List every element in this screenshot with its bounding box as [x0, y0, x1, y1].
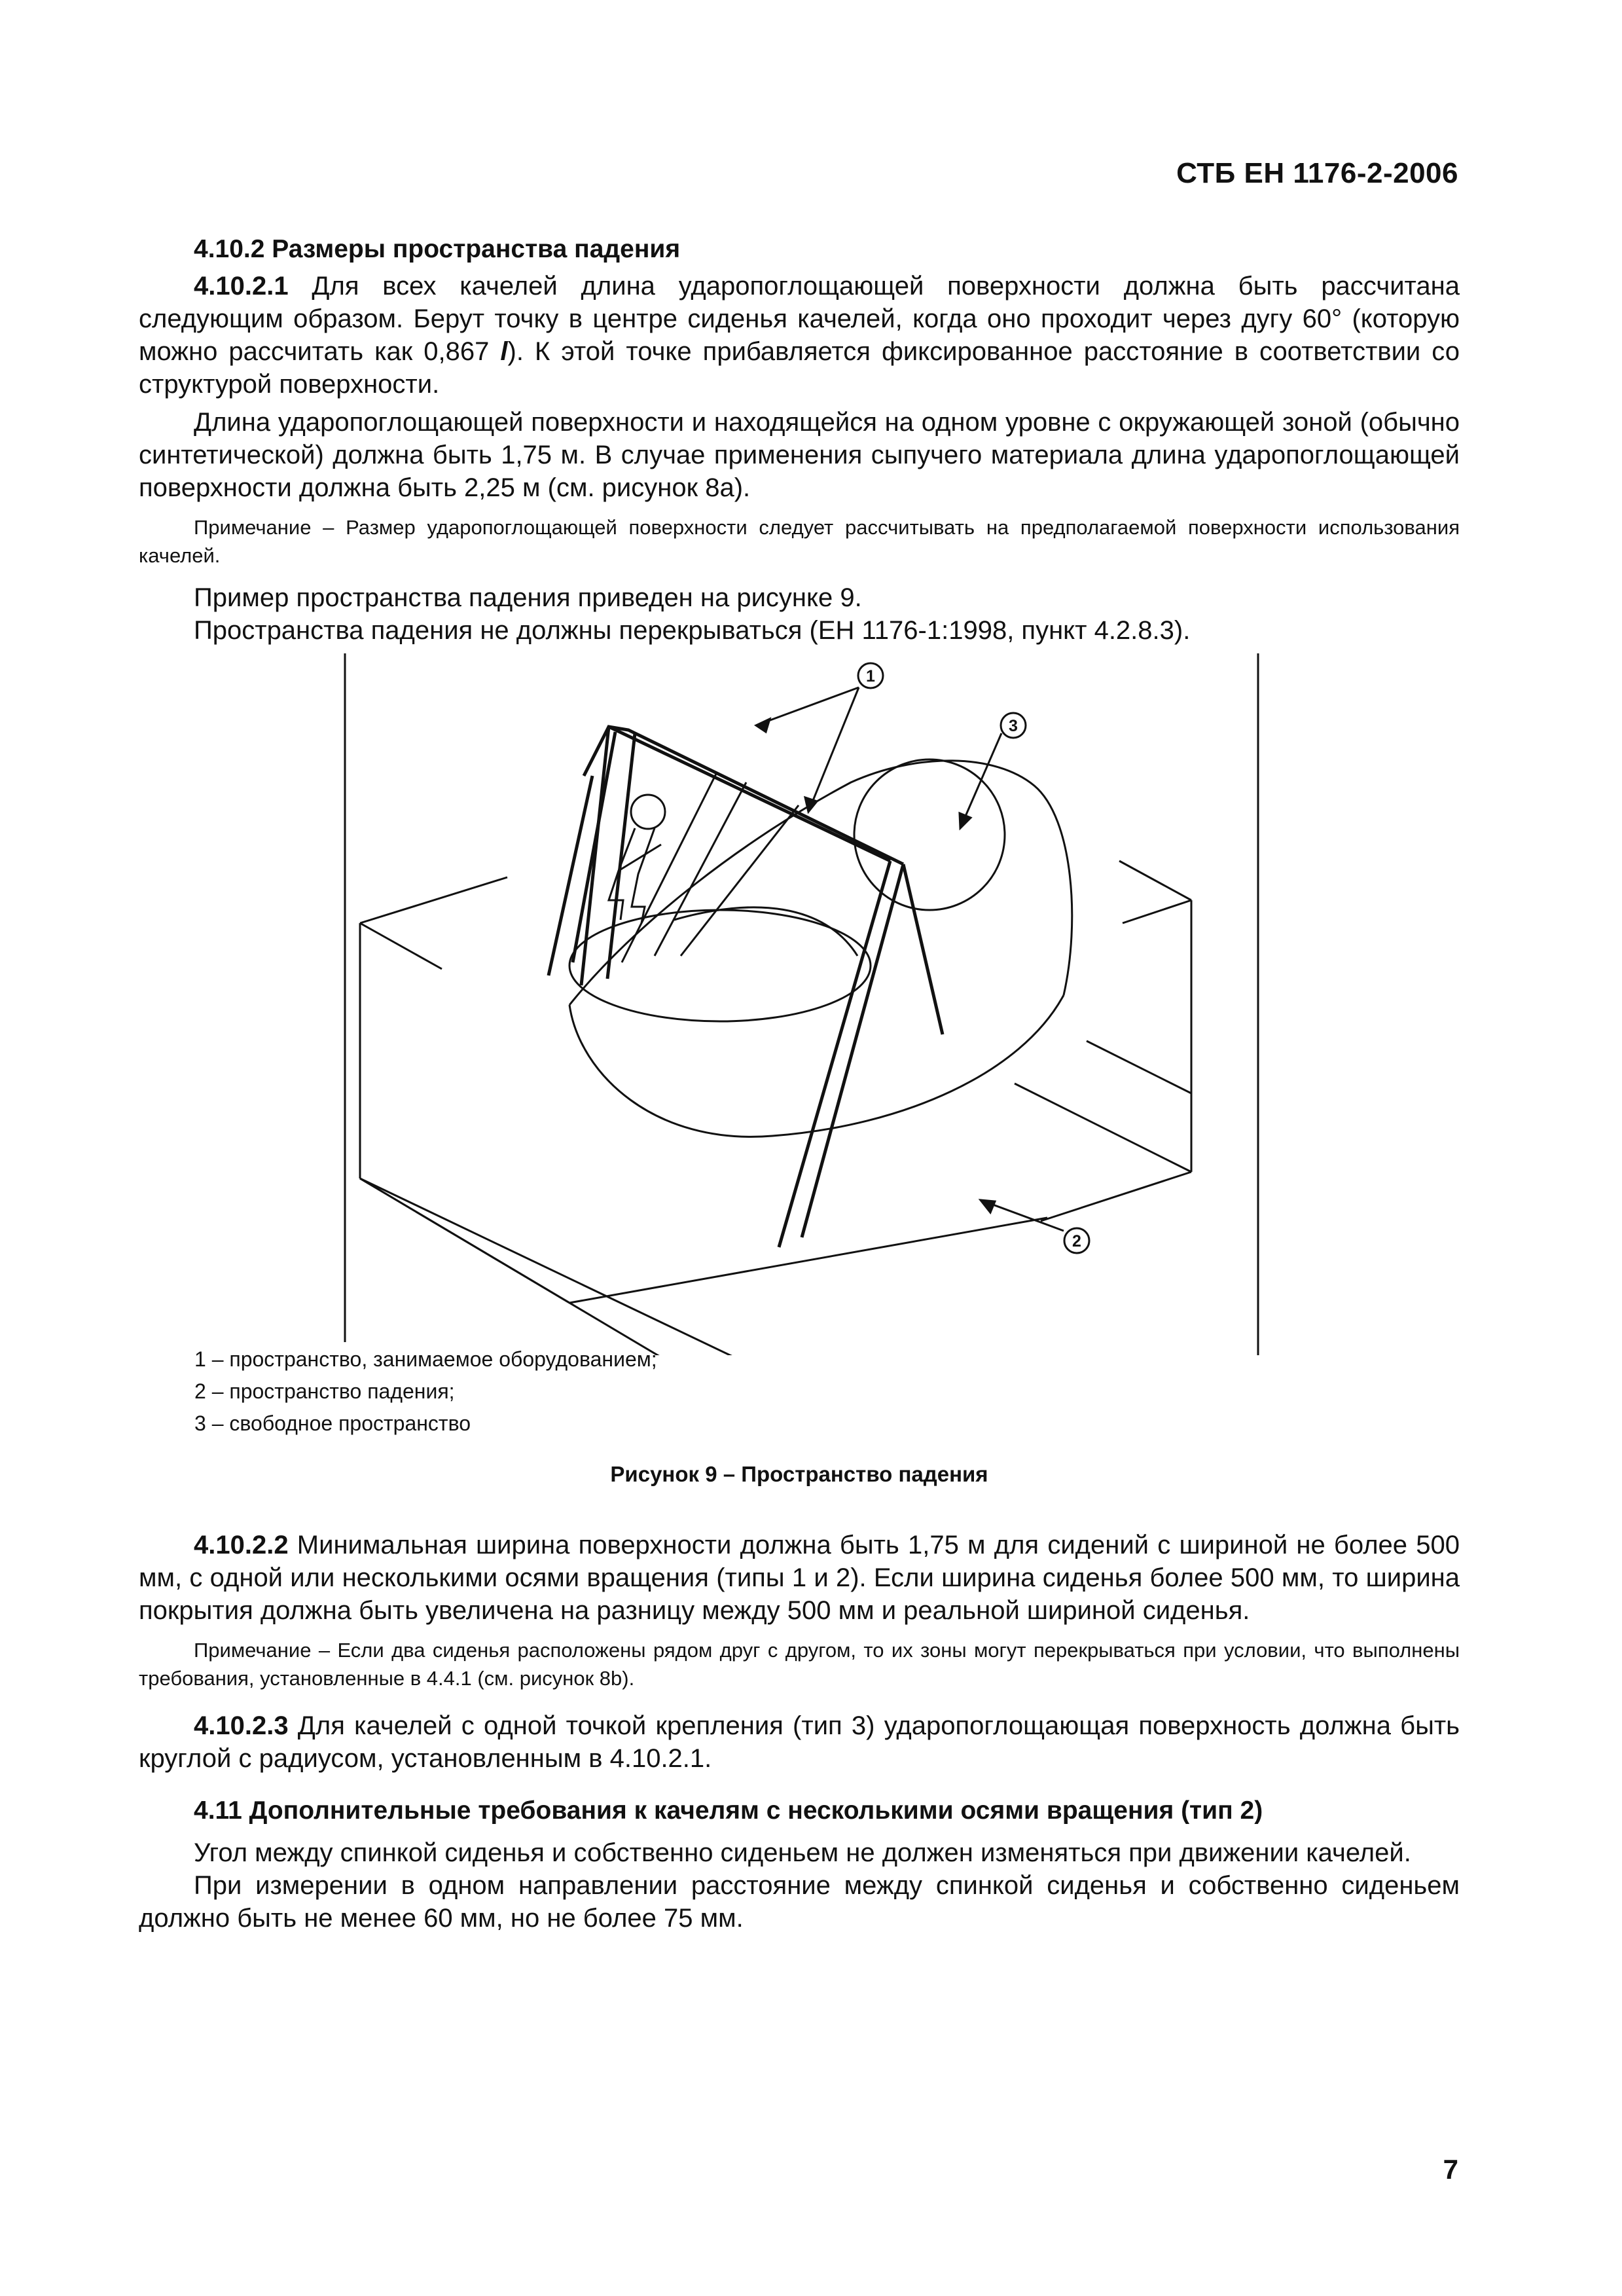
- paragraph-seat-angle: Угол между спинкой сиденья и собственно сиденьем не должен изменяться при движении качелей.: [194, 1838, 1411, 1867]
- clause-number: 4.10.2.3: [194, 1711, 289, 1740]
- callout-markers: [858, 663, 1089, 1253]
- fall-space-box: [360, 861, 1191, 1355]
- note-adjacent-seats: Примечание – Если два сиденья расположены рядом друг с другом, то их зоны могут перекрываться при условии, что выполнены требования, установленные в 4.4.1 (см. рисунок 8b).: [139, 1639, 1460, 1690]
- figure-9-fall-space: [327, 648, 1270, 1355]
- note-surface-size: Примечание – Размер ударопоглощающей поверхности следует рассчитывать на предполагаемой поверхности использования качелей.: [139, 516, 1460, 567]
- callout-label-3: 3: [1009, 717, 1018, 735]
- paragraph-text-end: ). К этой точке прибавляется фиксированное расстояние в соответствии со структурой поверхности.: [139, 337, 1460, 399]
- clause-number: 4.10.2.2: [194, 1531, 289, 1559]
- paragraph-text: Для всех качелей длина ударопоглощающей поверхности должна быть рассчитана следующим образом. Берут точку в центре сиденья качелей, когда оно проходит через дугу 60° (которую можно рассчитать как 0,867: [139, 272, 1460, 366]
- paragraph-4-10-2-2: [139, 1529, 1460, 1627]
- free-space-circle: [854, 759, 1005, 910]
- paragraph-example: Пример пространства падения приведен на рисунке 9.: [194, 583, 862, 612]
- legend-item-3: 3 – свободное пространство: [194, 1412, 471, 1435]
- legend-item-1: 1 – пространство, занимаемое оборудованием;: [194, 1347, 657, 1371]
- callout-leaders: [756, 687, 1064, 1231]
- figure-9-drawing: [327, 648, 1270, 1355]
- paragraph-text: Минимальная ширина поверхности должна быть 1,75 м для сидений с шириной не более 500 мм, с одной или несколькими осями вращения (типы 1 и 2). Если ширина сиденья более 500 мм, то ширина покрытия должна быть увеличена на разницу между 500 мм и реальной шириной сиденья.: [139, 1531, 1460, 1625]
- figure-legend: [194, 1343, 657, 1440]
- clause-number: 4.10.2.1: [194, 272, 289, 301]
- paragraph-4-10-2-1: [139, 270, 1460, 401]
- section-heading-4-11: 4.11 Дополнительные требования к качелям с несколькими осями вращения (тип 2): [194, 1796, 1263, 1825]
- figure-caption: Рисунок 9 – Пространство падения: [610, 1462, 988, 1486]
- paragraph-seat-distance: При измерении в одном направлении расстояние между спинкой сиденья и собственно сиденьем должно быть не менее 60 мм, но не более 75 мм.: [139, 1871, 1460, 1933]
- section-4-10-2-2: [139, 1529, 1460, 1935]
- section-heading: 4.10.2 Размеры пространства падения: [194, 235, 681, 263]
- legend-item-2: 2 – пространство падения;: [194, 1379, 455, 1403]
- callout-label-2: 2: [1072, 1232, 1081, 1250]
- callout-label-1: 1: [866, 667, 875, 685]
- standard-code: СТБ ЕН 1176-2-2006: [1176, 157, 1458, 189]
- section-4-10-2: [139, 233, 1460, 647]
- variable-l: l: [500, 337, 508, 366]
- paragraph-text: Для качелей с одной точкой крепления (тип 3) ударопоглощающая поверхность должна быть круглой с радиусом, установленным в 4.10.2.1.: [139, 1711, 1460, 1773]
- paragraph-surface-length: Длина ударопоглощающей поверхности и находящейся на одном уровне с окружающей зоной (обычно синтетической) должна быть 1,75 м. В случае применения сыпучего материала длина ударопоглощающей поверхности должна быть 2,25 м (см. рисунок 8а).: [139, 408, 1460, 502]
- paragraph-overlap: Пространства падения не должны перекрываться (ЕН 1176-1:1998, пункт 4.2.8.3).: [194, 616, 1191, 645]
- swing-frame: [549, 727, 943, 1247]
- paragraph-4-10-2-3: [139, 1709, 1460, 1775]
- fall-space-bowl: [569, 761, 1072, 1137]
- page-number: 7: [1443, 2154, 1458, 2185]
